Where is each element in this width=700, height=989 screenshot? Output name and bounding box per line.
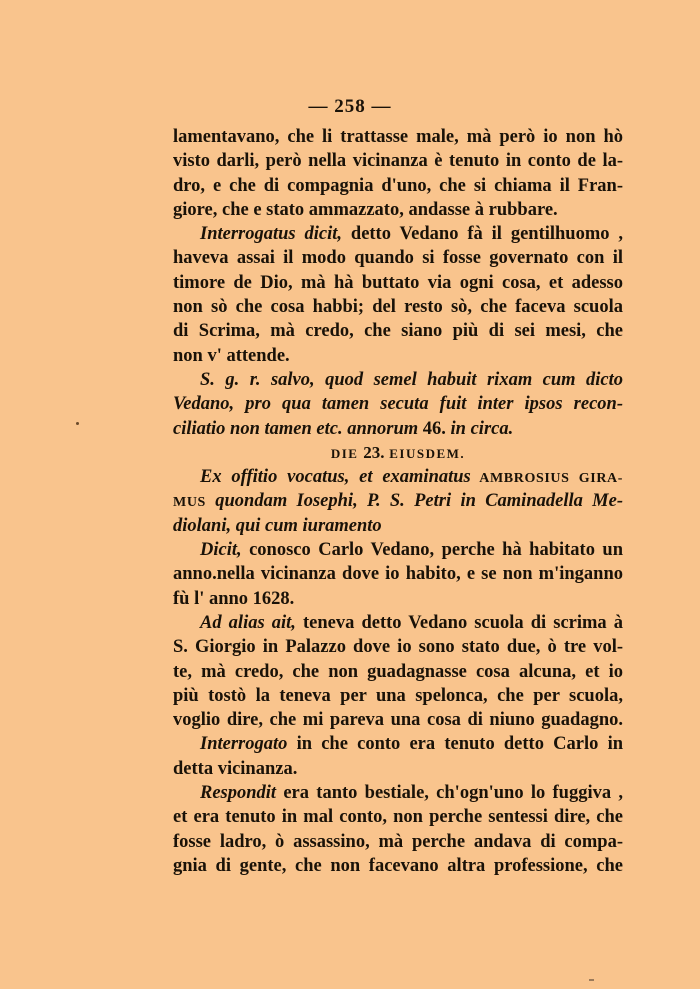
text-line: di Scrima, mà credo, che siano più di sei mesi, che: [173, 321, 623, 342]
text-line: Ex offitio vocatus, et examinatus AMBROSIUS GIRA-: [200, 467, 623, 488]
page-number: — 258 —: [308, 96, 392, 117]
text-line: Interrogatus dicit, detto Vedano fà il gentilhuomo ,: [200, 224, 624, 245]
text-line: fosse ladro, ò assassino, mà perche andava di compa-: [173, 831, 623, 852]
text-line: voglio dire, che mi pareva una cosa di niuno guadagno.: [173, 710, 623, 731]
text-line: anno.nella vicinanza dove io habito, e se non m'inganno: [173, 564, 623, 585]
text-line: S. Giorgio in Palazzo dove io sono stato due, ò tre vol-: [173, 637, 623, 658]
text-line: diolani, qui cum iuramento: [173, 515, 382, 536]
text-line: fù l' anno 1628.: [173, 588, 295, 609]
margin-mark: [76, 422, 79, 425]
text-line: Dicit, conosco Carlo Vedano, perche hà habitato un: [200, 540, 623, 561]
text-line: Respondit era tanto bestiale, ch'ogn'uno lo fuggiva ,: [200, 783, 623, 804]
document-body: [173, 125, 623, 878]
text-line: S. g. r. salvo, quod semel habuit rixam cum dicto: [200, 369, 623, 390]
text-line: non sò che cosa habbi; del resto sò, che faceva scuola: [173, 297, 623, 318]
text-line: Interrogato in che conto era tenuto detto Carlo in: [200, 734, 623, 755]
text-line: più tostò la teneva per una spelonca, che per scuola,: [173, 685, 623, 706]
text-line: haveva assai il modo quando si fosse governato con il: [173, 248, 623, 269]
text-line: te, mà credo, che non guadagnasse cosa alcuna, et io: [173, 661, 623, 682]
text-line: Ad alias ait, teneva detto Vedano scuola di scrima à: [200, 612, 624, 633]
text-line: dro, e che di compagnia d'uno, che si chiama il Fran-: [173, 175, 623, 196]
text-line: detta vicinanza.: [173, 758, 298, 779]
text-line: non v' attende.: [173, 345, 290, 366]
text-line: Vedano, pro qua tamen secuta fuit inter ipsos recon-: [173, 394, 623, 415]
text-line: MUS quondam Iosephi, P. S. Petri in Caminadella Me-: [173, 491, 623, 512]
text-line: et era tenuto in mal conto, non perche sentessi dire, che: [173, 807, 623, 828]
text-line: ciliatio non tamen etc. annorum 46. in circa.: [173, 418, 514, 439]
text-line: lamentavano, che li trattasse male, mà però io non hò: [173, 127, 623, 147]
text-line: gnia di gente, che non facevano altra professione, che: [173, 855, 623, 876]
text-line: giore, che e stato ammazzato, andasse à rubbare.: [173, 199, 558, 220]
date-heading: DIE 23. EIUSDEM.: [330, 442, 466, 462]
text-line: visto darli, però nella vicinanza è tenuto in conto de la-: [173, 151, 623, 172]
paper-speck: [589, 979, 594, 981]
text-line: timore de Dio, mà hà buttato via ogni cosa, et adesso: [173, 272, 623, 293]
